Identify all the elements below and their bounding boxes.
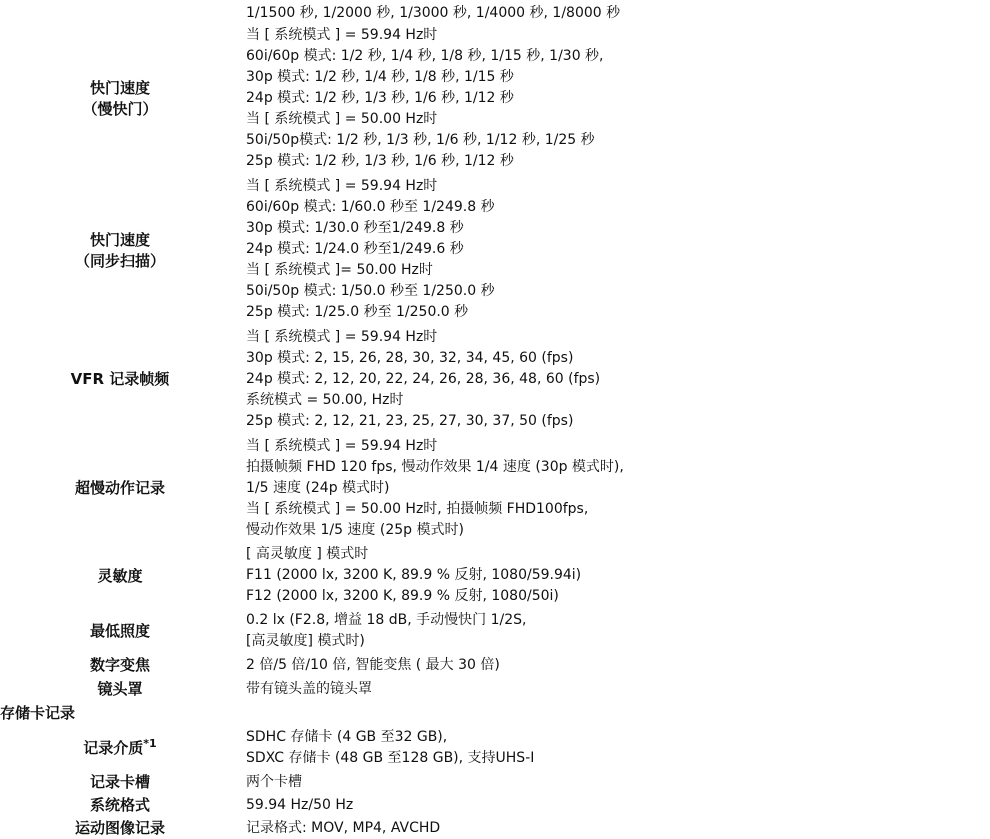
spec-label-card-slots: [0, 772, 240, 793]
spec-label-line: 最低照度: [89, 622, 150, 640]
spec-line: [ 高灵敏度 ] 模式时: [246, 546, 369, 562]
spec-label-line: VFR 记录帧频: [70, 370, 170, 388]
spec-label-shutter-slow: [0, 78, 240, 120]
spec-line: 当 [ 系统模式 ] = 50.00 Hz时: [246, 111, 438, 127]
spec-line: 60i/60p 模式: 1/2 秒, 1/4 秒, 1/8 秒, 1/15 秒, 1/30 秒,: [246, 48, 604, 64]
spec-line: 60i/60p 模式: 1/60.0 秒至 1/249.8 秒: [246, 199, 495, 215]
spec-line: 慢动作效果 1/5 速度 (25p 模式时): [246, 522, 464, 538]
spec-line: F12 (2000 lx, 3200 K, 89.9 % 反射, 1080/50i): [246, 588, 559, 604]
shutter-high-values: [246, 3, 620, 24]
spec-line: SDXC 存储卡 (48 GB 至128 GB), 支持UHS-I: [246, 750, 535, 766]
spec-line: 当 [ 系统模式 ]= 50.00 Hz时: [246, 262, 433, 278]
spec-values-digital-zoom: [246, 655, 500, 676]
footnote-marker: *1: [143, 737, 157, 750]
spec-label-line: 超慢动作记录: [74, 479, 165, 497]
spec-line: 系统模式 = 50.00, Hz时: [246, 392, 404, 408]
spec-line: 25p 模式: 2, 12, 21, 23, 25, 27, 30, 37, 50 (fps): [246, 413, 574, 429]
spec-values-sensitivity: [246, 544, 581, 607]
spec-label-line: 灵敏度: [97, 567, 143, 585]
spec-line: 两个卡槽: [246, 774, 302, 790]
spec-label-super-slow: [0, 478, 240, 499]
spec-label-line: （慢快门）: [82, 100, 158, 118]
spec-line: [高灵敏度] 模式时): [246, 633, 365, 649]
spec-line: SDHC 存储卡 (4 GB 至32 GB),: [246, 729, 448, 745]
spec-line: 25p 模式: 1/2 秒, 1/3 秒, 1/6 秒, 1/12 秒: [246, 153, 514, 169]
spec-line: 24p 模式: 2, 12, 20, 22, 24, 26, 28, 36, 48, 60 (fps): [246, 371, 601, 387]
spec-label-line: [0, 738, 240, 759]
spec-line: 当 [ 系统模式 ] = 59.94 Hz时: [246, 178, 438, 194]
spec-label-line: 运动图像记录: [74, 819, 165, 837]
spec-label-line: 数字变焦: [89, 656, 150, 674]
spec-line: 带有镜头盖的镜头罩: [246, 681, 372, 697]
spec-values-recording-media: [246, 727, 534, 769]
spec-line: 拍摄帧频 FHD 120 fps, 慢动作效果 1/4 速度 (30p 模式时),: [246, 459, 624, 475]
spec-label-recording-media: [0, 738, 240, 759]
spec-values-super-slow: [246, 436, 624, 541]
spec-line: 1/5 速度 (24p 模式时): [246, 480, 390, 496]
spec-line: 2 倍/5 倍/10 倍, 智能变焦 ( 最大 30 倍): [246, 657, 500, 673]
spec-values-min-illumination: [246, 610, 526, 652]
spec-label-line: 镜头罩: [97, 680, 143, 698]
spec-label-shutter-sync: [0, 230, 240, 272]
spec-label-line: 快门速度: [89, 231, 150, 249]
section-title-memory-card: 存储卡记录: [0, 704, 76, 722]
spec-line: 当 [ 系统模式 ] = 59.94 Hz时: [246, 329, 438, 345]
spec-values-video-recording: [246, 818, 440, 839]
spec-values-system-format: [246, 795, 353, 816]
spec-label-lens-hood: [0, 679, 240, 700]
spec-line: 50i/50p模式: 1/2 秒, 1/3 秒, 1/6 秒, 1/12 秒, 1/25 秒: [246, 132, 595, 148]
spec-line: 当 [ 系统模式 ] = 50.00 Hz时, 拍摄帧频 FHD100fps,: [246, 501, 589, 517]
spec-label-digital-zoom: [0, 655, 240, 676]
spec-values-shutter-slow: [246, 25, 604, 172]
spec-values-card-slots: [246, 772, 302, 793]
spec-line: 0.2 lx (F2.8, 增益 18 dB, 手动慢快门 1/2S,: [246, 612, 527, 628]
spec-line: 30p 模式: 1/30.0 秒至1/249.8 秒: [246, 220, 464, 236]
spec-label-sensitivity: [0, 566, 240, 587]
spec-line: 50i/50p 模式: 1/50.0 秒至 1/250.0 秒: [246, 283, 495, 299]
spec-line: 59.94 Hz/50 Hz: [246, 797, 354, 813]
spec-line: 24p 模式: 1/2 秒, 1/3 秒, 1/6 秒, 1/12 秒: [246, 90, 514, 106]
spec-values-lens-hood: [246, 679, 372, 700]
spec-line: 当 [ 系统模式 ] = 59.94 Hz时: [246, 27, 438, 43]
spec-label-text: 记录介质: [83, 739, 144, 757]
spec-label-line: 系统格式: [89, 796, 150, 814]
spec-line: 24p 模式: 1/24.0 秒至1/249.6 秒: [246, 241, 464, 257]
spec-line: 当 [ 系统模式 ] = 59.94 Hz时: [246, 438, 438, 454]
spec-label-line: 快门速度: [89, 79, 150, 97]
spec-label-system-format: [0, 795, 240, 816]
spec-line: 30p 模式: 2, 15, 26, 28, 30, 32, 34, 45, 60 (fps): [246, 350, 574, 366]
spec-values-shutter-sync: [246, 176, 495, 323]
spec-line: 1/1500 秒, 1/2000 秒, 1/3000 秒, 1/4000 秒, 1/8000 秒: [246, 5, 621, 21]
spec-label-video-recording: [0, 818, 240, 839]
spec-line: 30p 模式: 1/2 秒, 1/4 秒, 1/8 秒, 1/15 秒: [246, 69, 514, 85]
spec-values-vfr: [246, 327, 600, 432]
spec-label-line: （同步扫描）: [74, 252, 165, 270]
spec-label-vfr: [0, 369, 240, 390]
spec-line: F11 (2000 lx, 3200 K, 89.9 % 反射, 1080/59.94i): [246, 567, 582, 583]
spec-line: 25p 模式: 1/25.0 秒至 1/250.0 秒: [246, 304, 469, 320]
spec-label-min-illumination: [0, 621, 240, 642]
spec-line: 记录格式: MOV, MP4, AVCHD: [246, 820, 441, 836]
spec-label-line: 记录卡槽: [89, 773, 150, 791]
